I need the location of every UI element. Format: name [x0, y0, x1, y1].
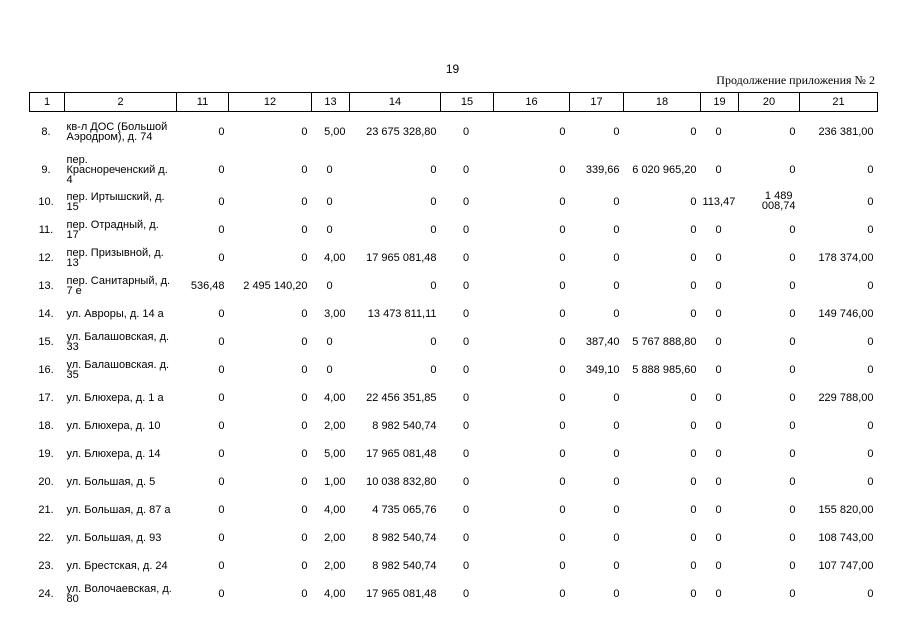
cell-col14: 0: [430, 163, 437, 176]
cell-col12: 0: [301, 447, 308, 460]
column-header: 15: [441, 93, 494, 112]
column-header: 19: [701, 93, 739, 112]
cell-col15: 0: [462, 335, 470, 348]
cell-col17: 0: [613, 195, 620, 208]
cell-col11: 0: [218, 587, 225, 600]
cell-col14: 8 982 540,74: [372, 531, 437, 544]
cell-col15: 0: [462, 195, 470, 208]
cell-col14: 8 982 540,74: [372, 559, 437, 572]
cell-col19: 0: [715, 335, 722, 348]
address-cell: ул. Волочаевская, д. 80: [66, 582, 172, 605]
table-row: [30, 440, 878, 468]
column-header: 18: [624, 93, 701, 112]
cell-col14: 22 456 351,85: [366, 391, 437, 404]
column-header: 11: [177, 93, 229, 112]
cell-col18: 0: [690, 475, 697, 488]
row-number: 24.: [38, 587, 54, 600]
cell-col13: 4,00: [324, 251, 346, 264]
stacked-value-line: 008,74: [761, 200, 796, 212]
address-cell: ул. Большая, д. 87 а: [66, 503, 171, 516]
cell-col16: 0: [559, 447, 566, 460]
cell-col20: 0: [789, 251, 796, 264]
cell-col20: 0: [789, 391, 796, 404]
cell-col20: 0: [789, 587, 796, 600]
cell-col16: 0: [559, 587, 566, 600]
table-row: [30, 216, 878, 244]
cell-col12: 0: [301, 163, 308, 176]
cell-col16: 0: [559, 251, 566, 264]
cell-col13: 4,00: [324, 503, 346, 516]
cell-col17: 339,66: [585, 163, 620, 176]
cell-col18: 0: [690, 279, 697, 292]
address-cell: ул. Большая, д. 93: [66, 531, 162, 544]
cell-col20: 0: [789, 163, 796, 176]
cell-col13: 4,00: [324, 391, 346, 404]
row-number: 15.: [38, 335, 54, 348]
cell-col12: 0: [301, 559, 308, 572]
cell-col20: 0: [789, 125, 796, 138]
cell-col12: 0: [301, 531, 308, 544]
cell-col18: 0: [690, 447, 697, 460]
address-cell: ул. Авроры, д. 14 а: [66, 307, 164, 320]
cell-col14: 17 965 081,48: [366, 587, 437, 600]
page-number: 19: [445, 62, 460, 76]
cell-col20: [739, 188, 800, 216]
table-row: [30, 412, 878, 440]
cell-col12: 0: [301, 307, 308, 320]
cell-col13: 5,00: [324, 447, 346, 460]
cell-col18: 0: [690, 195, 697, 208]
cell-col13: 0: [326, 363, 333, 376]
cell-col17: 0: [613, 419, 620, 432]
cell-col11: 0: [218, 125, 225, 138]
cell-col16: 0: [559, 163, 566, 176]
address-cell: ул. Блюхера, д. 1 а: [66, 391, 164, 404]
cell-col12: 0: [301, 363, 308, 376]
cell-col13: 4,00: [324, 587, 346, 600]
cell-col14: 10 038 832,80: [366, 475, 437, 488]
stacked-value: [762, 191, 796, 211]
cell-col19: 113,47: [702, 195, 736, 208]
cell-col17: 0: [613, 307, 620, 320]
cell-col11: 0: [218, 559, 225, 572]
cell-col13: 0: [326, 223, 333, 236]
continuation-label: Продолжение приложения № 2: [716, 73, 875, 87]
cell-col21: 0: [867, 587, 874, 600]
cell-col15: 0: [462, 307, 470, 320]
row-number: 14.: [38, 307, 54, 320]
cell-col14: 17 965 081,48: [366, 447, 437, 460]
cell-col11: 0: [218, 503, 225, 516]
cell-col15: 0: [462, 251, 470, 264]
cell-col21: 0: [867, 419, 874, 432]
cell-col13: 0: [326, 163, 333, 176]
cell-col19: 0: [715, 363, 722, 376]
cell-col13: 1,00: [324, 475, 346, 488]
address-cell: ул. Блюхера, д. 14: [66, 447, 161, 460]
cell-col21: 155 820,00: [818, 503, 874, 516]
row-number: 21.: [38, 503, 54, 516]
row-number: 23.: [38, 559, 54, 572]
cell-col16: 0: [559, 503, 566, 516]
data-table: [29, 92, 878, 608]
row-number: 19.: [38, 447, 54, 460]
cell-col13: 5,00: [324, 125, 346, 138]
cell-col14: 17 965 081,48: [366, 251, 437, 264]
cell-col15: 0: [462, 531, 470, 544]
cell-col11: 0: [218, 163, 225, 176]
cell-col15: 0: [462, 419, 470, 432]
cell-col18: 0: [690, 307, 697, 320]
cell-col12: 0: [301, 475, 308, 488]
cell-col21: 0: [867, 475, 874, 488]
cell-col16: 0: [559, 125, 566, 138]
row-number: 13.: [38, 279, 54, 292]
cell-col15: 0: [462, 391, 470, 404]
cell-col17: 0: [613, 447, 620, 460]
address-cell: пер. Отрадный, д. 17: [66, 218, 159, 241]
cell-col16: 0: [559, 335, 566, 348]
cell-col13: 0: [326, 195, 333, 208]
cell-col18: 5 888 985,60: [632, 363, 697, 376]
address-cell: кв-л ДОС (Большой Аэродром), д. 74: [66, 120, 168, 143]
table-row: [30, 356, 878, 384]
cell-col14: 8 982 540,74: [372, 419, 437, 432]
cell-col12: 0: [301, 503, 308, 516]
cell-col19: 0: [715, 559, 722, 572]
column-header: 20: [739, 93, 800, 112]
cell-col14: 4 735 065,76: [372, 503, 437, 516]
cell-col15: 0: [462, 503, 470, 516]
cell-col12: 0: [301, 335, 308, 348]
address-cell: пер. Иртышский, д. 15: [66, 190, 165, 213]
table-row: [30, 188, 878, 216]
cell-col12: 0: [301, 419, 308, 432]
cell-col14: 23 675 328,80: [366, 125, 437, 138]
cell-col19: 0: [715, 587, 722, 600]
cell-col12: 0: [301, 195, 308, 208]
column-header: 13: [312, 93, 350, 112]
cell-col19: 0: [715, 531, 722, 544]
cell-col11: 0: [218, 419, 225, 432]
cell-col16: 0: [559, 279, 566, 292]
cell-col18: 5 767 888,80: [632, 335, 697, 348]
cell-col13: 0: [326, 335, 333, 348]
cell-col13: 2,00: [324, 559, 346, 572]
table-row: [30, 468, 878, 496]
cell-col19: 0: [715, 475, 722, 488]
cell-col16: 0: [559, 559, 566, 572]
address-cell: пер. Краснореченский д. 4: [66, 153, 168, 186]
cell-col19: 0: [715, 503, 722, 516]
cell-col20: 0: [789, 223, 796, 236]
address-cell: ул. Брестская, д. 24: [66, 559, 168, 572]
table-row: [30, 384, 878, 412]
cell-col16: 0: [559, 475, 566, 488]
cell-col15: 0: [462, 447, 470, 460]
cell-col17: 0: [613, 587, 620, 600]
cell-col17: 349,10: [585, 363, 620, 376]
cell-col11: 0: [218, 251, 225, 264]
address-cell: пер. Призывной, д. 13: [66, 246, 164, 269]
row-number: 16.: [38, 363, 54, 376]
cell-col16: 0: [559, 195, 566, 208]
row-number: 8.: [41, 125, 51, 138]
cell-col19: 0: [715, 419, 722, 432]
cell-col11: 0: [218, 307, 225, 320]
table-header-row: [30, 93, 878, 112]
cell-col11: 0: [218, 475, 225, 488]
table-row: [30, 496, 878, 524]
cell-col16: 0: [559, 363, 566, 376]
table-row: [30, 272, 878, 300]
cell-col16: 0: [559, 419, 566, 432]
cell-col20: 0: [789, 363, 796, 376]
cell-col15: 0: [462, 559, 470, 572]
cell-col16: 0: [559, 223, 566, 236]
cell-col11: 0: [218, 391, 225, 404]
cell-col18: 6 020 965,20: [632, 163, 697, 176]
cell-col20: 0: [789, 559, 796, 572]
table-row: [30, 244, 878, 272]
cell-col20: 0: [789, 335, 796, 348]
cell-col14: 0: [430, 363, 437, 376]
cell-col21: 0: [867, 279, 874, 292]
cell-col17: 0: [613, 279, 620, 292]
cell-col20: 0: [789, 531, 796, 544]
address-cell: ул. Балашовская, д. 33: [66, 330, 170, 353]
row-number: 20.: [38, 475, 54, 488]
cell-col12: 2 495 140,20: [243, 279, 308, 292]
cell-col19: 0: [715, 251, 722, 264]
cell-col21: 0: [867, 163, 874, 176]
cell-col17: 0: [613, 125, 620, 138]
cell-col12: 0: [301, 223, 308, 236]
row-number: 18.: [38, 419, 54, 432]
cell-col20: 0: [789, 503, 796, 516]
cell-col21: 229 788,00: [818, 391, 874, 404]
cell-col20: 0: [789, 447, 796, 460]
table-row: [30, 580, 878, 608]
cell-col16: 0: [559, 307, 566, 320]
cell-col14: 0: [430, 335, 437, 348]
table-row: [30, 300, 878, 328]
cell-col16: 0: [559, 391, 566, 404]
table-row: [30, 152, 878, 188]
column-header: 12: [229, 93, 312, 112]
cell-col20: 0: [789, 307, 796, 320]
cell-col11: 0: [218, 195, 225, 208]
cell-col12: 0: [301, 587, 308, 600]
cell-col21: 108 743,00: [818, 531, 874, 544]
cell-col11: 536,48: [190, 279, 225, 292]
row-number: 12.: [38, 251, 54, 264]
cell-col14: 0: [430, 279, 437, 292]
cell-col21: 178 374,00: [818, 251, 874, 264]
cell-col18: 0: [690, 223, 697, 236]
cell-col17: 0: [613, 559, 620, 572]
column-header: 2: [65, 93, 177, 112]
cell-col21: 0: [867, 223, 874, 236]
cell-col15: 0: [462, 125, 470, 138]
address-cell: ул. Большая, д. 5: [66, 475, 156, 488]
cell-col11: 0: [218, 223, 225, 236]
cell-col19: 0: [715, 163, 722, 176]
cell-col14: 0: [430, 223, 437, 236]
cell-col18: 0: [690, 587, 697, 600]
cell-col14: 13 473 811,11: [367, 307, 437, 320]
cell-col19: 0: [715, 279, 722, 292]
cell-col19: 0: [715, 307, 722, 320]
cell-col11: 0: [218, 447, 225, 460]
cell-col15: 0: [462, 587, 470, 600]
cell-col11: 0: [218, 335, 225, 348]
address-cell: пер. Санитарный, д. 7 е: [66, 274, 171, 297]
cell-col17: 0: [613, 475, 620, 488]
cell-col15: 0: [462, 163, 470, 176]
cell-col21: 0: [867, 335, 874, 348]
cell-col21: 149 746,00: [818, 307, 874, 320]
cell-col21: 0: [867, 363, 874, 376]
cell-col15: 0: [462, 475, 470, 488]
cell-col17: 0: [613, 503, 620, 516]
cell-col17: 0: [613, 223, 620, 236]
column-header: 16: [494, 93, 570, 112]
cell-col18: 0: [690, 419, 697, 432]
cell-col19: 0: [715, 125, 722, 138]
address-cell: ул. Балашовская. д. 35: [66, 358, 170, 381]
column-header: 1: [30, 93, 65, 112]
cell-col18: 0: [690, 503, 697, 516]
cell-col17: 0: [613, 251, 620, 264]
row-number: 9.: [41, 163, 51, 176]
cell-col11: 0: [218, 531, 225, 544]
cell-col21: 0: [867, 447, 874, 460]
cell-col13: 2,00: [324, 531, 346, 544]
cell-col19: 0: [715, 391, 722, 404]
stacked-value-line: 1 489: [764, 190, 793, 202]
cell-col15: 0: [462, 279, 470, 292]
cell-col17: 0: [613, 531, 620, 544]
cell-col20: 0: [789, 419, 796, 432]
row-number: 10.: [38, 195, 54, 208]
cell-col19: 0: [715, 223, 722, 236]
cell-col12: 0: [301, 251, 308, 264]
cell-col11: 0: [218, 363, 225, 376]
cell-col12: 0: [301, 391, 308, 404]
column-header: 14: [350, 93, 441, 112]
table-row: [30, 552, 878, 580]
column-header: 17: [570, 93, 624, 112]
cell-col18: 0: [690, 559, 697, 572]
cell-col15: 0: [462, 363, 470, 376]
cell-col15: 0: [462, 223, 470, 236]
cell-col21: 107 747,00: [818, 559, 874, 572]
cell-col17: 0: [613, 391, 620, 404]
cell-col18: 0: [690, 531, 697, 544]
cell-col21: 236 381,00: [818, 125, 874, 138]
cell-col12: 0: [301, 125, 308, 138]
cell-col20: 0: [789, 279, 796, 292]
cell-col13: 2,00: [324, 419, 346, 432]
cell-col19: 0: [715, 447, 722, 460]
table-row: [30, 524, 878, 552]
cell-col20: 0: [789, 475, 796, 488]
row-number: 22.: [38, 531, 54, 544]
cell-col13: 3,00: [324, 307, 346, 320]
cell-col17: 387,40: [585, 335, 620, 348]
cell-col18: 0: [690, 125, 697, 138]
cell-col18: 0: [690, 251, 697, 264]
cell-col14: 0: [430, 195, 437, 208]
table-row: [30, 328, 878, 356]
address-cell: ул. Блюхера, д. 10: [66, 419, 161, 432]
row-number: 17.: [38, 391, 54, 404]
cell-col13: 0: [326, 279, 333, 292]
cell-col18: 0: [690, 391, 697, 404]
cell-col16: 0: [559, 531, 566, 544]
table-row: [30, 112, 878, 152]
column-header: 21: [800, 93, 878, 112]
row-number: 11.: [38, 223, 54, 236]
cell-col21: 0: [867, 195, 874, 208]
